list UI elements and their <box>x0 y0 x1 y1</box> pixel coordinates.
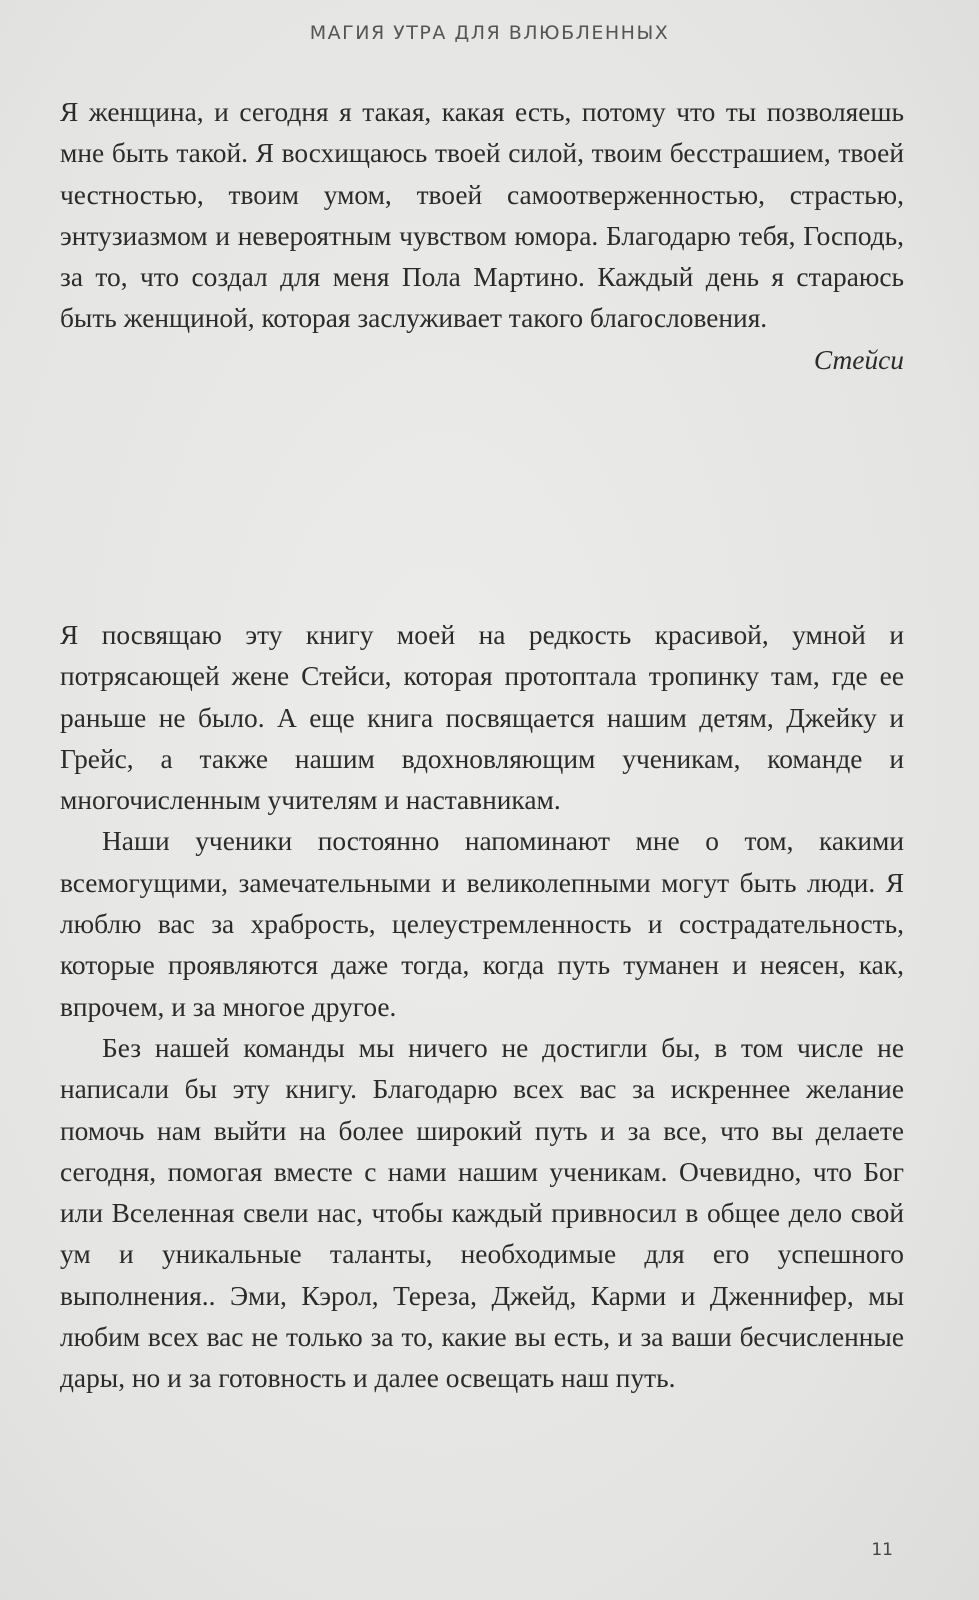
page-number: 11 <box>871 1540 893 1560</box>
dedication-2-paragraph-2: Наши ученики постоянно напоминают мне о том, какими всемогущими, замечательными и великолепными могут быть люди. Я люблю вас за храбрость, целеустремленность и сострадательность, которые проявляются даже тогда, когда путь туманен и неясен, как, впрочем, и за многое другое. <box>60 826 904 1022</box>
signature: Стейси <box>813 344 904 375</box>
dedication-block-2 <box>60 615 904 1400</box>
running-head: МАГИЯ УТРА ДЛЯ ВЛЮБЛЕННЫХ <box>309 22 670 44</box>
dedication-2-paragraph-1: Я посвящаю эту книгу моей на редкость красивой, умной и потрясающей жене Стейси, которая протоптала тропинку там, где ее раньше не было. А еще книга посвящается нашим детям, Джейку и Грейс, а также нашим вдохновляющим ученикам, команде и многочисленным учителям и наставникам. <box>60 620 904 816</box>
dedication-2-paragraph-3: Без нашей команды мы ничего не достигли бы, в том числе не написали бы эту книгу. Благодарю всех вас за искреннее желание помочь нам выйти на более широкий путь и за все, что вы делаете сегодня, помогая вместе с нами нашим ученикам. Очевидно, что Бог или Вселенная свели нас, чтобы каждый привносил в общее дело свой ум и уникальные таланты, необходимые для его успешного выполнения.. Эми, Кэрол, Тереза, Джейд, Карми и Дженнифер, мы любим всех вас не только за то, какие вы есть, и за ваши бесчисленные дары, но и за готовность и далее освещать наш путь. <box>60 1032 904 1394</box>
dedication-block-1 <box>60 92 904 381</box>
dedication-1-text: Я женщина, и сегодня я такая, какая есть, потому что ты позволяешь мне быть такой. Я восхищаюсь твоей силой, твоим бесстрашием, твоей честностью, твоим умом, твоей самоотверженностью, страстью, энтузиазмом и невероятным чувством юмора. Благодарю тебя, Господь, за то, что создал для меня Пола Мартино. Каждый день я стараюсь быть женщиной, которая заслуживает такого благословения. <box>60 97 904 334</box>
